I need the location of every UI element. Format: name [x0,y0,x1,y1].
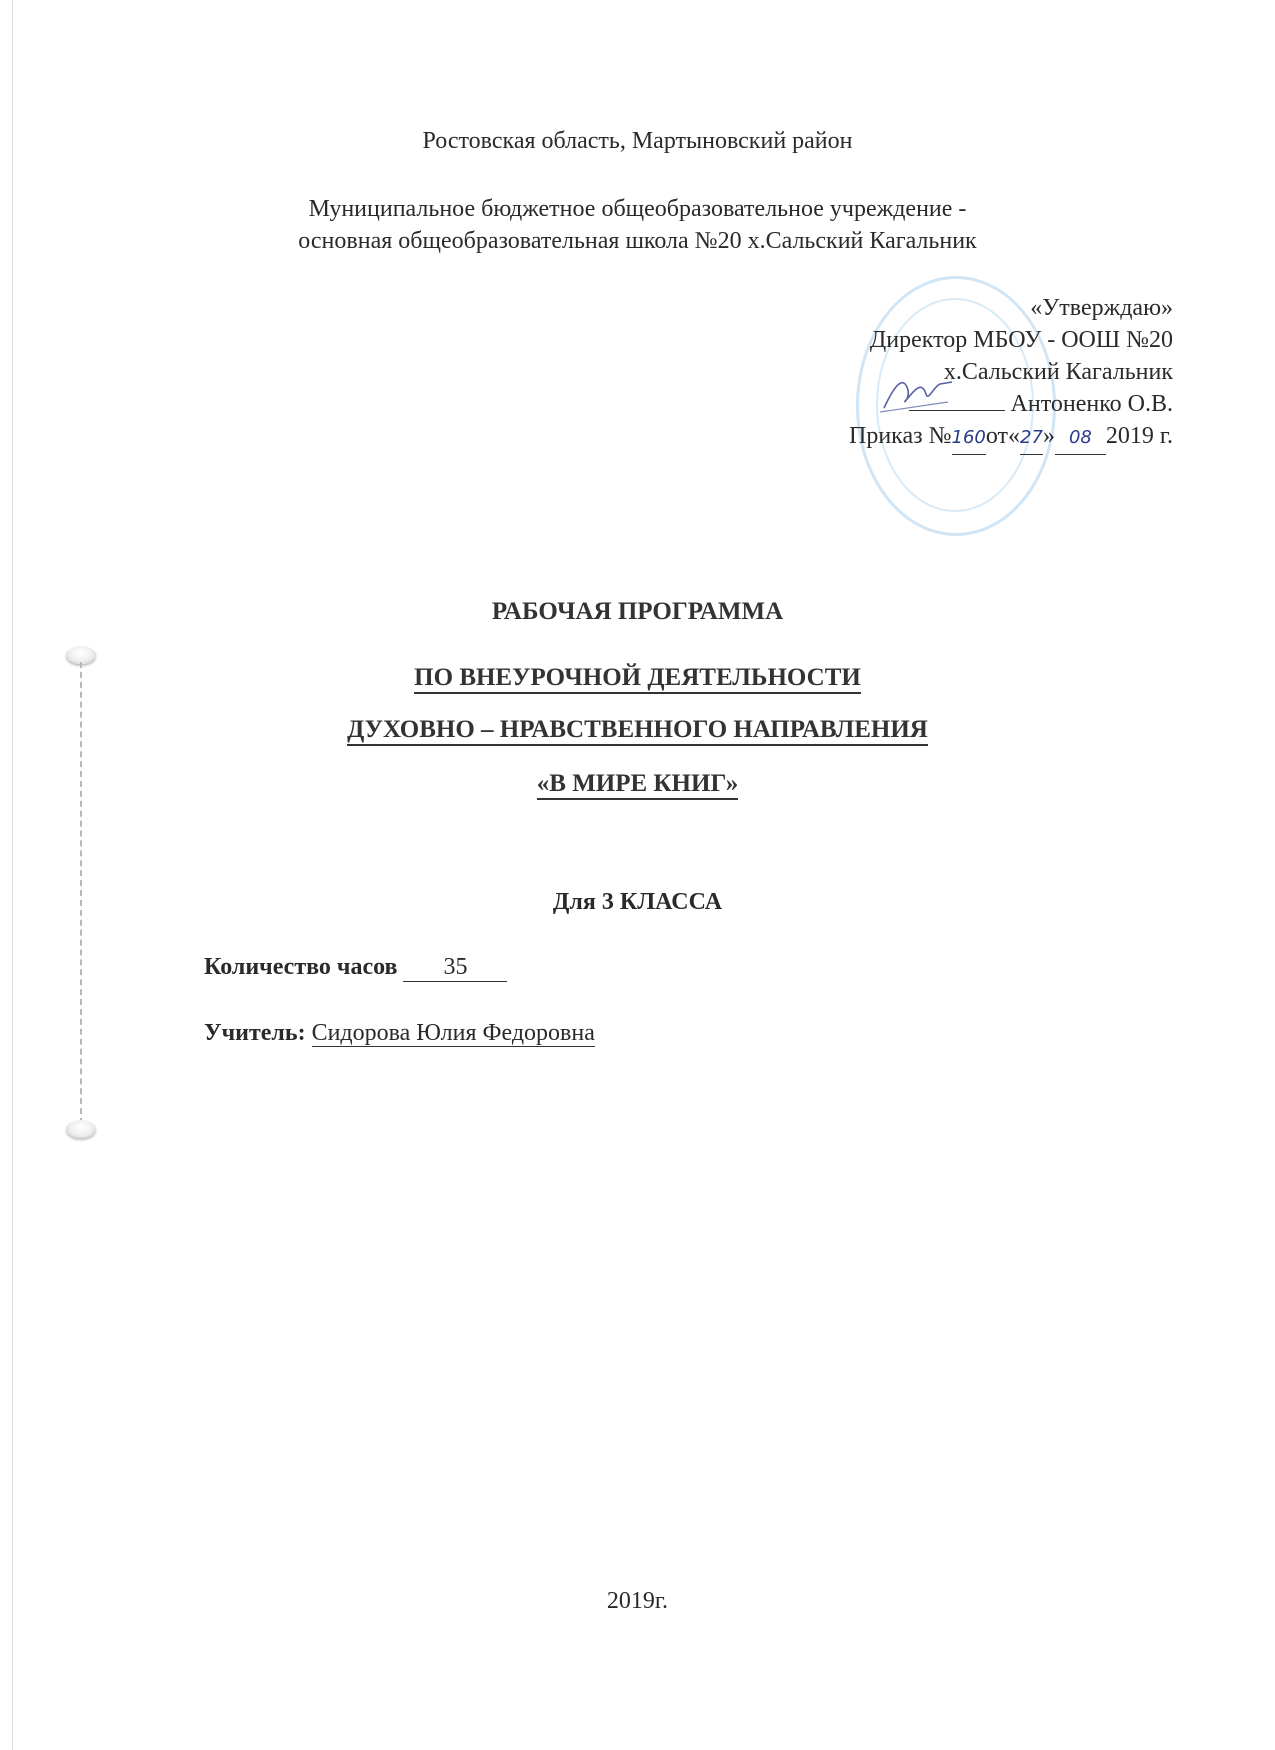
approval-title: «Утверждаю» [1030,295,1173,321]
hours-label: Количество часов [204,954,404,980]
binder-hole-bottom [66,1120,96,1138]
teacher-field [204,1020,595,1047]
teacher-name: Сидорова Юлия Федоровна [311,1020,595,1046]
director-signature [878,372,958,416]
region-line: Ростовская область, Мартыновский район [422,128,853,154]
hours-value: 35 [403,954,507,982]
hours-field [204,954,507,982]
title-line-1-text: ПО ВНЕУРОЧНОЙ ДЕЯТЕЛЬНОСТИ [414,664,861,694]
order-day: 27 [1020,422,1043,455]
approval-location: х.Сальский Кагальник [943,359,1173,385]
school-name-line2: основная общеобразовательная школа №20 х.Сальский Кагальник [298,228,977,254]
title-line-1 [0,664,1275,692]
order-number: 160 [952,422,986,455]
class-line: Для 3 КЛАССА [552,889,723,915]
approval-order-line [849,420,1173,452]
order-prefix: Приказ № [849,423,952,449]
order-year: 2019 г. [1105,423,1173,449]
title-line-3 [0,770,1275,798]
order-month: 08 [1055,422,1106,455]
title-line-3-text: «В МИРЕ КНИГ» [537,770,738,800]
document-year: 2019г. [606,1588,669,1614]
school-name-line1: Муниципальное бюджетное общеобразовательное учреждение - [308,196,967,222]
director-name: Антоненко О.В. [1010,391,1173,417]
title-line-2 [0,716,1275,744]
binder-thread [80,662,82,1124]
page-edge [12,0,13,1750]
teacher-label: Учитель: [204,1020,306,1046]
order-date-sep: » [1042,423,1055,449]
document-title: РАБОЧАЯ ПРОГРАММА [491,598,784,625]
title-line-2-text: ДУХОВНО – НРАВСТВЕННОГО НАПРАВЛЕНИЯ [347,716,928,746]
order-date-from: от« [985,423,1021,449]
approval-position: Директор МБОУ - ООШ №20 [869,327,1173,353]
